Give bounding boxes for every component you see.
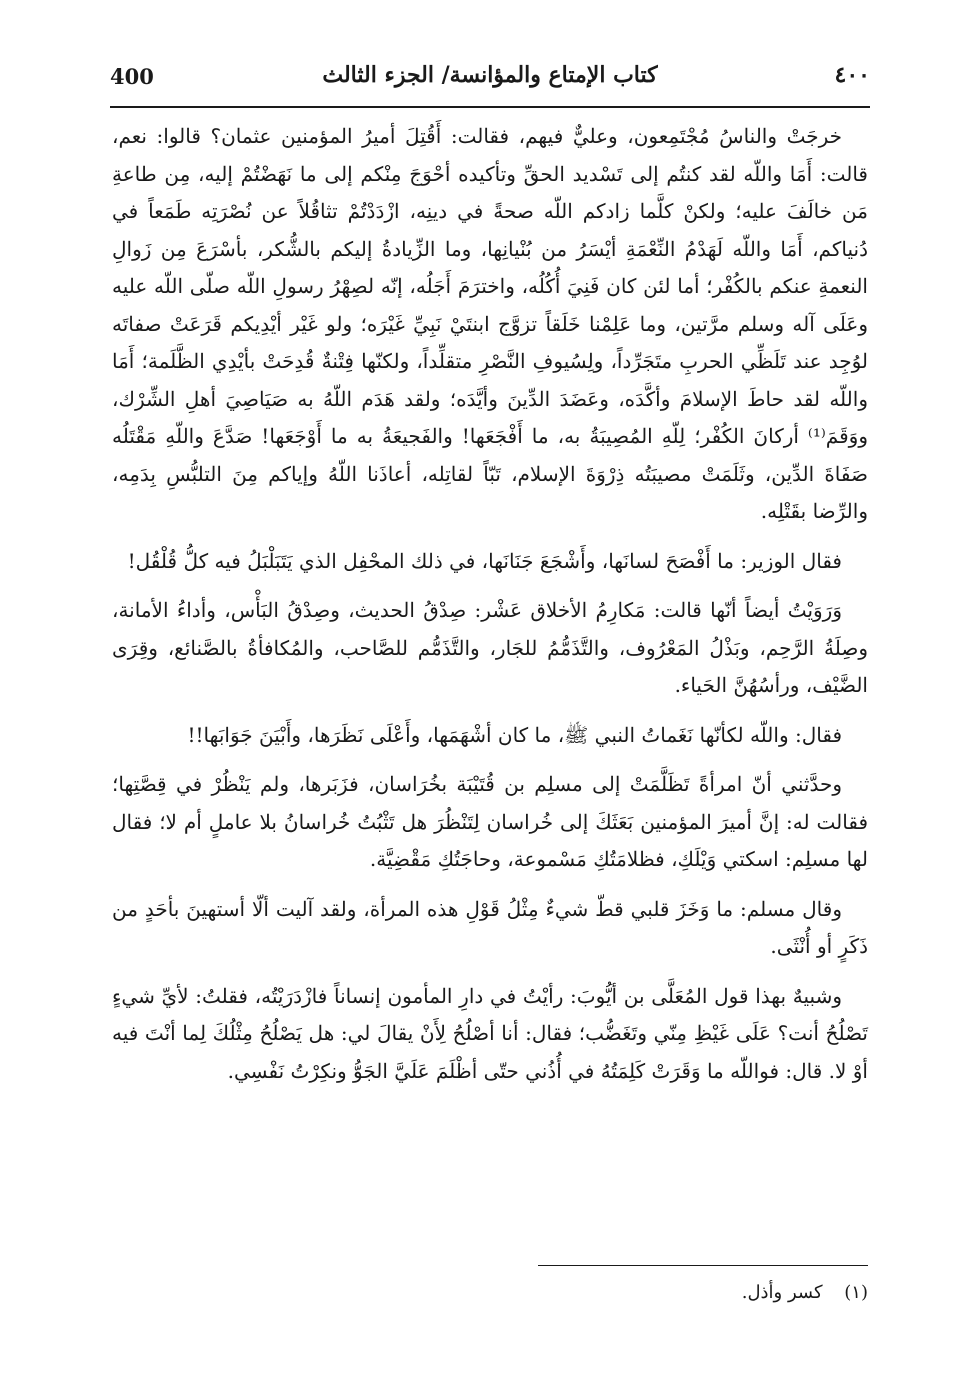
page-number-arabic: ٤٠٠ xyxy=(834,62,870,88)
footnote-number: (١) xyxy=(844,1282,868,1303)
paragraph: فقال: واللّه لكأنّها نَغَماتُ النبي ﷺ، ما كان أشْهَمَها، وأَعْلَى نَظَرَها، وأَبْيَنَ جَوَابَها!! xyxy=(187,722,842,747)
paragraph: خرجَتْ والناسُ مُجْتَمِعون، وعليٌّ فيهم، فقالت: أَقُتِلَ أميرُ المؤمنين عثمان؟ قالوا: نعم، قالت: أَمَا واللّه لقد كنتُم إلى تَسْديد الحقِّ وتأكيده أحْوَجَ مِنْكم إلى ما نَهَضْتُمْ إليه، مِن طاعةِ مَن خالَفَ عليه؛ ولكنْ كلَّما زادكم اللّه صحةً في دينِه، ازْدَدْتُمْ تثاقُلاً عن نُصْرَتِه طَمَعاً في دُنياكم، أَمَا واللّه لَهَدْمُ النِّعْمَةِ أيْسَرُ من بُنْيانِها، وما الزِّيادةُ إليكم بالشُّكر، بأسْرَعَ مِن زَوالِ النعمةِ عنكم بالكُفْر؛ أما لئن كان فَنِيَ أُكُلُه، واخترَمَ أَجَلُه، إنّه لصِهْرُ رسولِ اللّه صلّى اللّه عليه وعَلَى آله وسلم مرَّتين، وما عَلِمْنا خَلَقاً تزوَّج ابنتَيْ نَبِيِّ غَيْرَه؛ ولو غَيْر أيْدِيكم قَرَعَتْ صفاتَه لوُجِد عند تَلَظِّي الحربِ متَجَرِّداً، ولِسُيوفِ النَّصْرِ متقلِّداً، ولكنّها فِتْنةٌ قُدِحَتْ بأيْدِي الظَّلَمة؛ أَمَا واللّه لقد حاطَ الإسلامَ وأكَّدَه، وعَضَدَ الدِّينَ وأيَّدَه؛ ولقد هَدَم اللّهُ به صَيَاصِيَ أهلِ الشِّرْك، ووَقَمَ⁽¹⁾ أركانَ الكُفْر؛ لِلّهِ المُصِيبَةُ به، ما أَفْجَعَها! والفَجيعَةُ به ما أَوْجَعَها! صَدَّعَ واللّهِ مَقْتَلُه صَفَاةَ الدِّين، وثَلَمَتْ مصيبَتُه ذِرْوَةَ الإسلام، تَبّاً لقاتِله، أعاذَنا اللّهُ وإياكم مِنَ التلبُّسِ بِدَمِه، والرِّضا بقَتْلِه. xyxy=(112,124,868,523)
paragraph: وشبيهٌ بهذا قول المُعَلَّى بن أيُّوبَ: رأيْتُ في دارِ المأمون إنساناً فازْدَرَيْتُه، فقلتُ: لأيِّ شيءٍ تَصْلُحُ أنت؟ عَلَى غَيْظِ مِنّي وتَغَضُّب؛ فقال: أنا أصْلُحُ لِأَنْ يقالَ لي: هل يَصْلُحُ مِثْلُكَ لِما أنْتَ فيه أوْ لا. قال: فواللّه ما وَقَرَتْ كَلِمَتُهُ في أُذُني حتّى أظْلَمَ عَلَيَّ الجَوُّ ونكِرْتُ نَفْسِي. xyxy=(112,983,868,1083)
footnote-text: كسر وأذل. xyxy=(741,1282,823,1303)
header-divider xyxy=(110,106,870,108)
paragraph: فقال الوزير: ما أَفْصَحَ لسانَها، وأَشْجَعَ جَنَانَها، في ذلك المحْفِل الذي يَتَبَلْبَلُ فيه كلُّ قُلْقُل! xyxy=(127,548,842,573)
page-number-latin: 400 xyxy=(110,64,154,89)
page-header xyxy=(110,60,870,100)
paragraph: وحدَّثني أنّ امرأةً تَظَلَّمَتْ إلى مسلِم بن قُتَيْبَة بخُرَاسان، فزَبَرها، ولم يَنْظُرْ في قِصَّتِها؛ فقالت له: إنَّ أميرَ المؤمنين بَعَثَكَ إلى خُراسان لِتَنْظُرَ هل تَثْبُتُ خُراسانُ بلا عاملٍ أم لا؛ فقال لها مسلِم: اسكتي وَيْلَكِ، فظلامَتُكِ مَسْموعة، وحاجَتُكِ مَقْضِيَّة. xyxy=(112,772,868,871)
footnote xyxy=(112,1280,868,1306)
paragraph: وقال مسلم: ما وَخَزَ قلبي قطّ شيءٌ مِثْلُ قَوْلِ هذه المرأة، ولقد آليت ألّا أستهينَ بأحَدٍ من ذَكَرٍ أو أُنْثَى. xyxy=(112,896,868,958)
main-text xyxy=(112,118,868,1102)
book-title: كتاب الإمتاع والمؤانسة/ الجزء الثالث xyxy=(322,62,658,88)
footnote-divider xyxy=(538,1265,868,1266)
paragraph: وَرَوَيْتُ أيضاً أنّها قالت: مَكارِمُ الأخلاق عَشْر: صِدْقُ الحديث، وصِدْقُ البَأْس، وأداءُ الأمانة، وصِلَةُ الرَّحِم، وبَذْلُ المَعْرُوف، والتَّذَمُّمُ للجَار، والتَّذَمُّم للصَّاحب، والمُكافأةُ بالصَّنائع، وقِرَى الضَّيْف، ورأسُهُنَّ الحَياء. xyxy=(112,598,868,697)
